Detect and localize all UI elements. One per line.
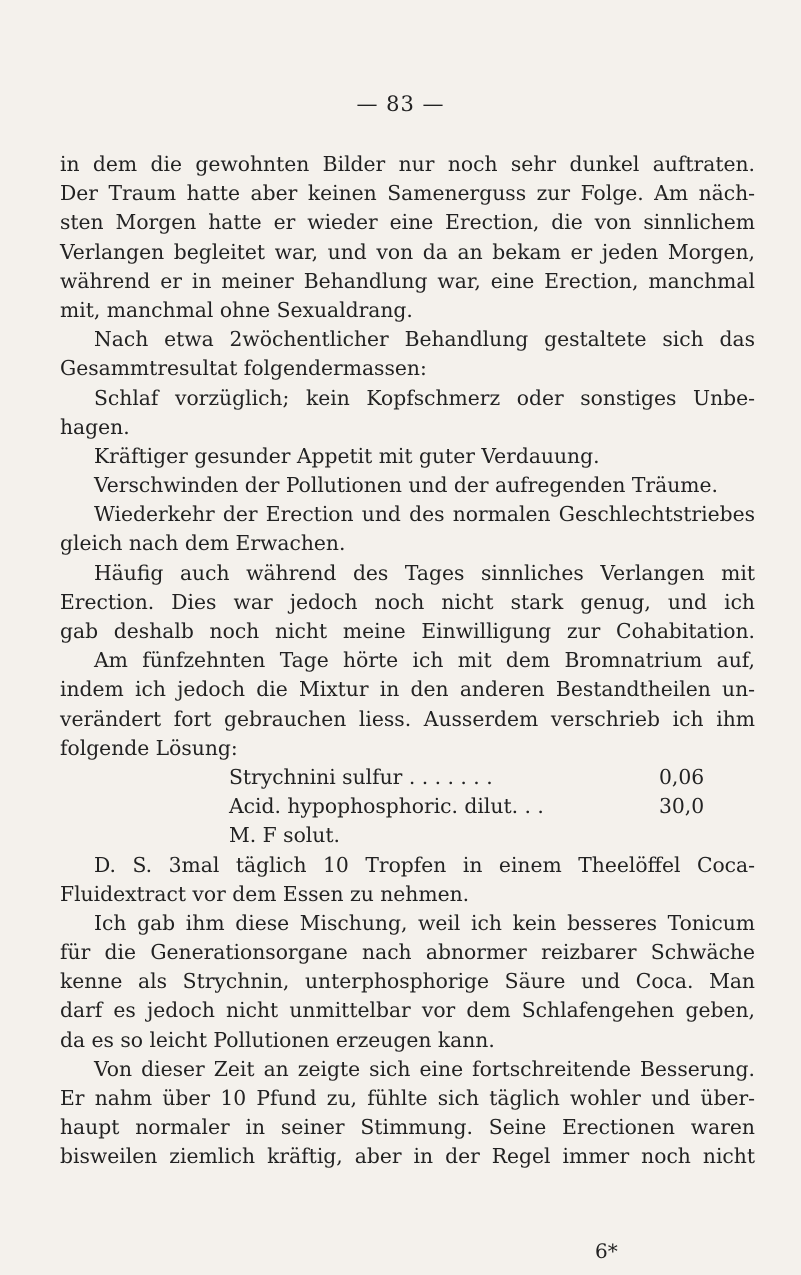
prescription-row (60, 792, 755, 821)
text-line: Der Traum hatte aber keinen Samenerguss zur Folge. Am näch- (60, 181, 755, 206)
page-number: — 83 — (356, 92, 445, 116)
text-line: für die Generationsorgane nach abnormer reizbarer Schwäche (60, 940, 755, 965)
paragraph-block-before (60, 150, 755, 763)
text-line: darf es jedoch nicht unmittelbar vor dem Schlafengehen geben, (60, 998, 755, 1023)
text-line: Von dieser Zeit an zeigte sich eine fortschreitende Besserung. (94, 1056, 755, 1081)
text-line: während er in meiner Behandlung war, eine Erection, manchmal (60, 268, 755, 293)
text-line: hagen. (60, 414, 130, 439)
text-line: Verschwinden der Pollutionen und der aufregenden Träume. (94, 473, 718, 498)
text-line: Gesammtresultat folgendermassen: (60, 356, 427, 381)
prescription-row (60, 821, 755, 850)
text-line: kenne als Strychnin, unterphosphorige Säure und Coca. Man (60, 969, 755, 994)
text-line: gab deshalb noch nicht meine Einwilligung zur Cohabitation. (60, 619, 755, 643)
text-line: gleich nach dem Erwachen. (60, 531, 346, 556)
prescription-ingredient: Acid. hypophosphoric. dilut. . . (229, 794, 544, 819)
prescription-amount: 30,0 (659, 794, 705, 819)
signature-mark: 6* (595, 1239, 618, 1263)
text-line: haupt normaler in seiner Stimmung. Seine Erectionen waren (60, 1115, 755, 1140)
text-line: da es so leicht Pollutionen erzeugen kann. (60, 1027, 495, 1052)
text-line: Kräftiger gesunder Appetit mit guter Verdauung. (94, 443, 600, 468)
text-line: Nach etwa 2wöchentlicher Behandlung gestaltete sich das (94, 327, 755, 352)
text-line: D. S. 3mal täglich 10 Tropfen in einem Theelöffel Coca- (94, 852, 755, 877)
text-line: indem ich jedoch die Mixtur in den anderen Bestandtheilen un- (60, 677, 755, 702)
prescription-amount: 0,06 (659, 764, 705, 789)
prescription (60, 763, 755, 851)
text-line: in dem die gewohnten Bilder nur noch sehr dunkel auftraten. (60, 152, 755, 176)
body-text (60, 150, 755, 1172)
text-line: folgende Lösung: (60, 735, 238, 760)
prescription-ingredient: Strychnini sulfur . . . . . . . (229, 764, 493, 789)
prescription-row (60, 763, 755, 792)
text-line: Verlangen begleitet war, und von da an bekam er jeden Morgen, (60, 239, 755, 264)
text-line: mit, manchmal ohne Sexualdrang. (60, 297, 413, 322)
paragraph-block-after (60, 851, 755, 1172)
text-line: Fluidextract vor dem Essen zu nehmen. (60, 881, 470, 906)
text-line: Wiederkehr der Erection und des normalen Geschlechtstriebes (94, 502, 755, 527)
prescription-ingredient: M. F solut. (229, 823, 340, 848)
text-line: Am fünfzehnten Tage hörte ich mit dem Bromnatrium auf, (94, 648, 755, 673)
text-line: Schlaf vorzüglich; kein Kopfschmerz oder sonstiges Unbe- (94, 385, 755, 410)
text-line: bisweilen ziemlich kräftig, aber in der Regel immer noch nicht (60, 1144, 755, 1169)
text-line: sten Morgen hatte er wieder eine Erection, die von sinnlichem (60, 210, 755, 235)
text-line: Häufig auch während des Tages sinnliches Verlangen mit (94, 560, 755, 585)
text-line: Erection. Dies war jedoch noch nicht stark genug, und ich (60, 589, 755, 614)
text-line: Ich gab ihm diese Mischung, weil ich kein besseres Tonicum (94, 910, 755, 935)
text-line: Er nahm über 10 Pfund zu, fühlte sich täglich wohler und über- (60, 1086, 755, 1110)
text-line: verändert fort gebrauchen liess. Ausserdem verschrieb ich ihm (60, 706, 755, 731)
